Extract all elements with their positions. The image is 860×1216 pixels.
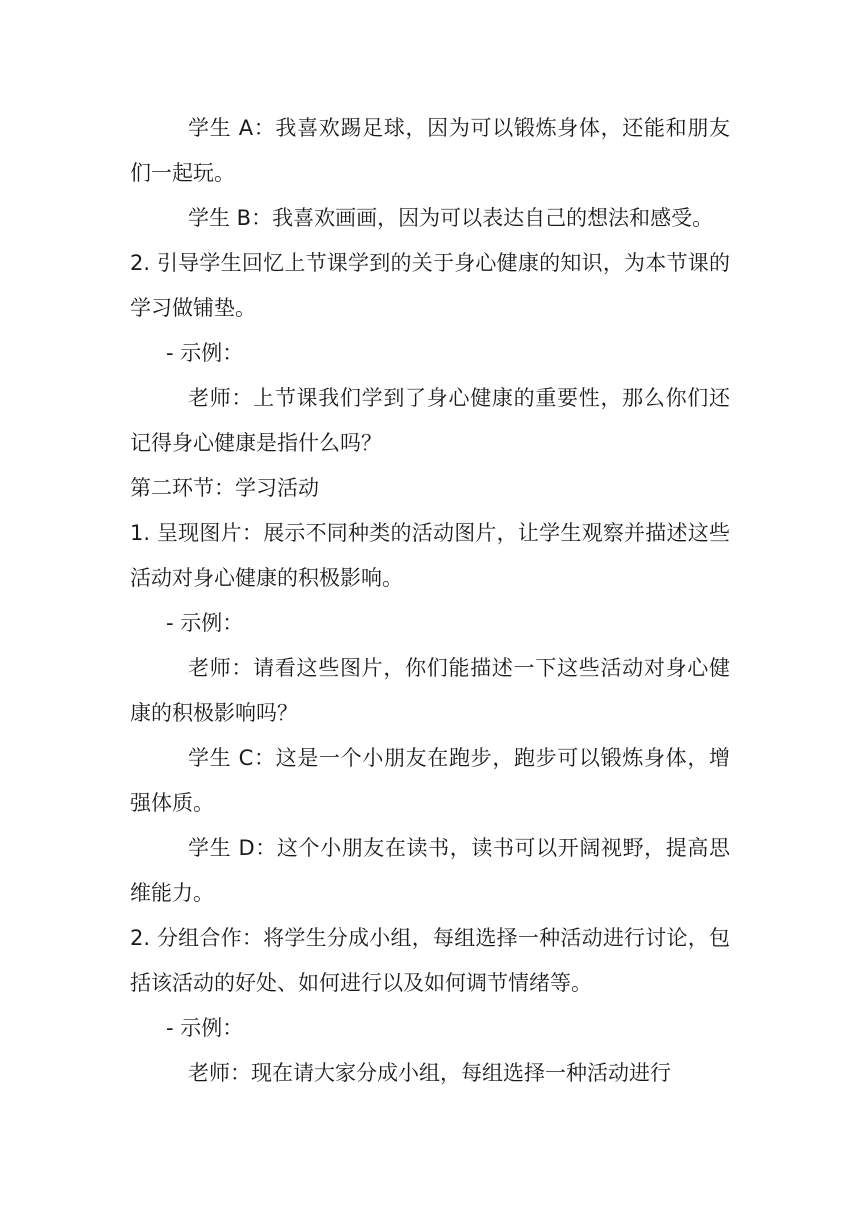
dialogue-student-d: 学生 D：这个小朋友在读书，读书可以开阔视野，提高思维能力。: [130, 836, 730, 905]
dialogue-teacher-pictures: 老师：请看这些图片，你们能描述一下这些活动对身心健康的积极影响吗？: [130, 656, 730, 725]
dialogue-student-b: 学生 B：我喜欢画画，因为可以表达自己的想法和感受。: [188, 206, 714, 230]
dialogue-teacher-review: 老师：上节课我们学到了身心健康的重要性，那么你们还记得身心健康是指什么吗？: [130, 386, 730, 455]
dialogue-teacher-groups: 老师：现在请大家分成小组，每组选择一种活动进行: [188, 1061, 671, 1085]
example-label: - 示例：: [166, 1016, 244, 1040]
example-label: - 示例：: [166, 341, 244, 365]
numbered-step-review: 2. 引导学生回忆上节课学到的关于身心健康的知识，为本节课的学习做铺垫。: [130, 251, 730, 320]
dialogue-student-a: 学生 A：我喜欢踢足球，因为可以锻炼身体，还能和朋友们一起玩。: [130, 116, 730, 185]
section-heading-learning-activity: 第二环节：学习活动: [130, 476, 319, 500]
dialogue-student-c: 学生 C：这是一个小朋友在跑步，跑步可以锻炼身体，增强体质。: [130, 746, 730, 815]
document-body: [130, 106, 730, 1096]
numbered-step-pictures: 1. 呈现图片：展示不同种类的活动图片，让学生观察并描述这些活动对身心健康的积极影响。: [130, 521, 730, 590]
numbered-step-group-work: 2. 分组合作：将学生分成小组，每组选择一种活动进行讨论，包括该活动的好处、如何进行以及如何调节情绪等。: [130, 926, 730, 995]
example-label: - 示例：: [166, 611, 244, 635]
